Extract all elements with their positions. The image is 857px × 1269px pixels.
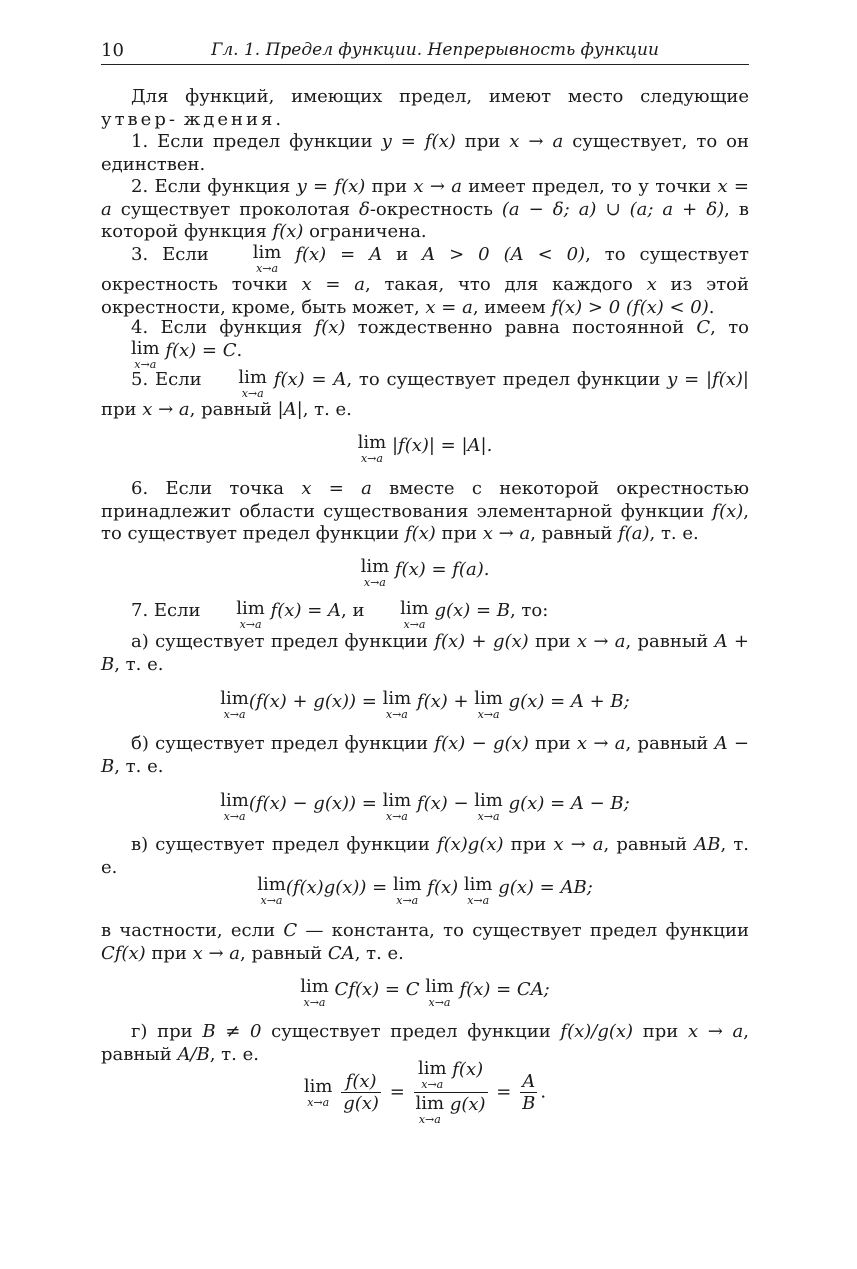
equation-abs-limit: lim x→a |f(x)| = |A|.: [357, 432, 493, 465]
lim-operator: lim x→a: [238, 367, 268, 400]
page-number: 10: [101, 40, 124, 61]
statement-1: 1. Если предел функции y = f(x) при x → a существует, то он единствен.: [101, 131, 749, 175]
lim-operator: lim x→a: [252, 242, 282, 275]
lim-operator: lim x→a: [131, 337, 160, 371]
statement-3: 3. Если lim x→a f(x) = A и A > 0 (A < 0), то существует окрестность точки x = a, такая, что для каждого x из этой окрестности, кроме, быть может, x = a, имеем f(x) > 0 (f(x) < 0).: [101, 242, 749, 318]
statement-2: 2. Если функция y = f(x) при x → a имеет предел, то у точки x = a существует проколотая δ-окрестность (a − δ; a) ∪ (a; a + δ), в которой функция f(x) ограничена.: [101, 176, 749, 242]
equation-continuity: lim x→a f(x) = f(a).: [360, 556, 490, 589]
running-header: [101, 38, 749, 65]
statement-7: 7. Если lim x→a f(x) = A, и lim x→a g(x) = B, то:: [131, 598, 549, 631]
statement-7g: г) при B ≠ 0 существует предел функции f(x)/g(x) при x → a, равный A/B, т. е.: [101, 1021, 749, 1065]
fraction-f-over-g: $\frac{f(x)}{g(x)}$: [343, 1071, 379, 1114]
running-title: Гл. 1. Предел функции. Непрерывность функции: [211, 40, 659, 60]
constant-case-paragraph: в частности, если C — константа, то существует предел функции Cf(x) при x → a, равный CA, т. е.: [101, 920, 749, 964]
equation-difference-limit: lim x→a (f(x) − g(x)) = lim x→a f(x) − lim x→a g(x) = A − B;: [220, 790, 630, 823]
statement-4: 4. Если функция f(x) тождественно равна постоянной C, то lim x→a f(x) = C.: [101, 317, 749, 370]
statement-5: 5. Если lim x→a f(x) = A, то существует предел функции y = |f(x)| при x → a, равный |A|, т. е.: [101, 367, 749, 420]
statement-7a: а) существует предел функции f(x) + g(x) при x → a, равный A + B, т. е.: [101, 631, 749, 675]
statement-7b: б) существует предел функции f(x) − g(x) при x → a, равный A − B, т. е.: [101, 733, 749, 777]
statement-7v: в) существует предел функции f(x)g(x) при x → a, равный AB, т. е.: [101, 834, 749, 878]
intro-paragraph: Для функций, имеющих предел, имеют место следующие утвер- ждения.: [101, 86, 749, 130]
statement-6: 6. Если точка x = a вместе с некоторой окрестностью принадлежит области существования элементарной функции f(x), то существует предел функции f(x) при x → a, равный f(a), т. е.: [101, 478, 749, 544]
equation-product-limit: lim x→a (f(x)g(x)) = lim x→a f(x) lim x→a g(x) = AB;: [257, 874, 593, 907]
equation-quotient-limit: lim x→a $\frac{f(x)}{g(x)}$ = lim x→a f(x) lim x→a g(x) = $\frac{A}{B}$ .: [303, 1058, 547, 1126]
equation-constant-multiple: lim x→a Cf(x) = C lim x→a f(x) = CA;: [300, 976, 550, 1009]
fraction-limits: lim x→a f(x) lim x→a g(x): [415, 1058, 486, 1126]
equation-sum-limit: lim x→a (f(x) + g(x)) = lim x→a f(x) + lim x→a g(x) = A + B;: [220, 688, 630, 721]
fraction-a-over-b: $\frac{A}{B}$: [522, 1071, 536, 1114]
